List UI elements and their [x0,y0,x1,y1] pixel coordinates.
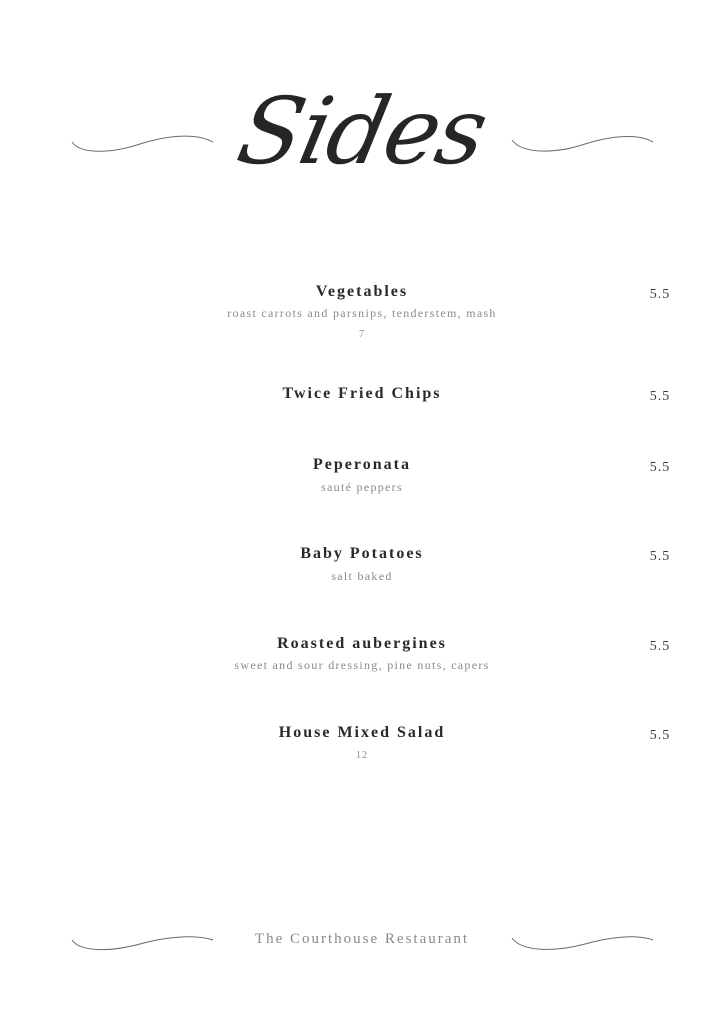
restaurant-name: The Courthouse Restaurant [254,931,470,947]
item-price: 5.5 [649,728,671,743]
right-swirl-ornament [510,128,655,158]
footer-right-swirl-ornament [510,928,655,958]
item-description: roast carrots and parsnips, tenderstem, mash [227,306,497,320]
item-description: sweet and sour dressing, pine nuts, capers [234,658,490,672]
item-name: Roasted aubergines [277,635,447,652]
item-description: sauté peppers [321,480,403,494]
item-name: Vegetables [315,283,409,300]
item-price: 5.5 [649,287,671,302]
item-name: House Mixed Salad [278,724,446,741]
page-title: Sides [229,78,495,185]
item-name: Baby Potatoes [300,545,424,562]
item-price: 5.5 [649,639,671,654]
item-name: Twice Fried Chips [282,385,442,402]
item-price: 5.5 [649,460,671,475]
item-allergens: 12 [356,750,368,761]
item-description: salt baked [331,569,393,583]
item-price: 5.5 [649,549,671,564]
item-price: 5.5 [649,389,671,404]
item-name: Peperonata [313,456,411,473]
item-allergens: 7 [359,329,365,340]
